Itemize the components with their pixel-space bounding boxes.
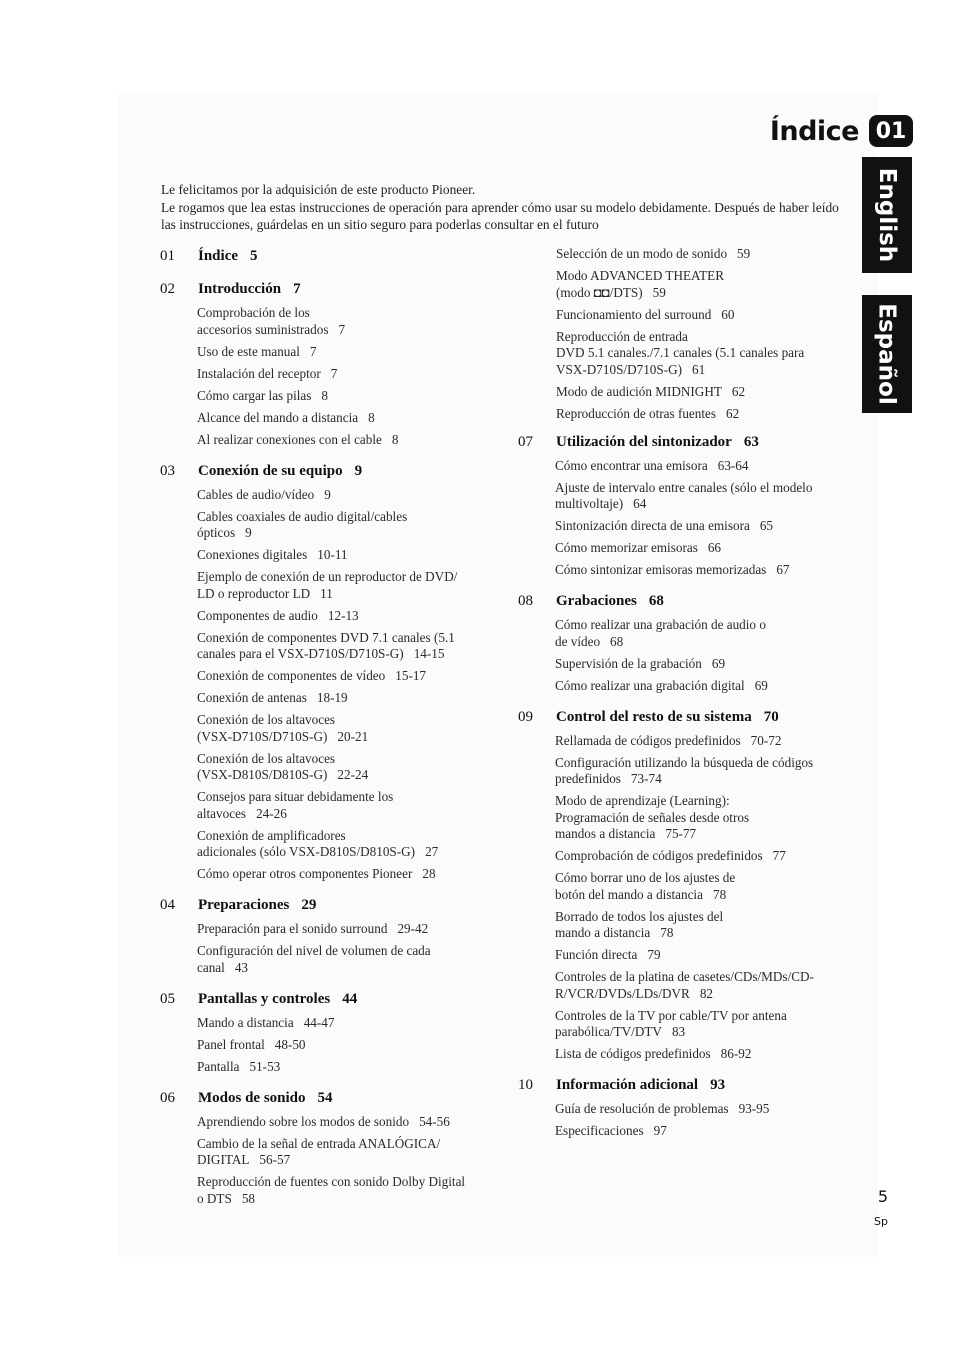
toc-entry-label: Uso de este manual (197, 343, 300, 359)
toc-entry[interactable] (556, 307, 734, 324)
toc-entry[interactable] (197, 943, 431, 976)
page-language: Sp (874, 1215, 888, 1228)
toc-entry-label: Modo de aprendizaje (Learning): Programación de señales desde otros mandos a distancia (555, 793, 750, 841)
toc-entry-label: Funcionamiento del surround (556, 306, 712, 322)
toc-entry-label: Conexión de componentes DVD 7.1 canales (5.1 canales para el VSX-D710S/D710S-G) (197, 629, 455, 661)
toc-entry-label: Especificaciones (555, 1123, 644, 1138)
section-title (556, 434, 759, 451)
toc-entry-page: 78 (712, 886, 727, 902)
toc-entry-label: Cómo encontrar una emisora (555, 457, 708, 473)
toc-entry-page: 8 (391, 431, 399, 447)
toc-entry-label: Consejos para situar debidamente los altavoces (197, 789, 394, 821)
toc-entry[interactable] (555, 562, 790, 579)
toc-entry-page: 59 (652, 284, 666, 300)
toc-entry-page: 82 (699, 985, 714, 1001)
toc-entry[interactable] (555, 1101, 769, 1118)
toc-entry-page: 61 (692, 361, 706, 377)
toc-entry[interactable] (197, 1174, 465, 1207)
section-number: 03 (160, 462, 175, 479)
toc-entry-label: Cómo borrar uno de los ajustes de botón del mando a distancia (555, 870, 736, 902)
section-title-page: 44 (342, 990, 358, 1007)
tab-espanol[interactable] (862, 295, 912, 413)
toc-entry[interactable] (555, 617, 766, 650)
toc-entry[interactable] (555, 733, 781, 750)
toc-entry[interactable] (555, 1046, 751, 1063)
section-title (556, 1077, 725, 1094)
toc-entry-page: 67 (776, 562, 790, 577)
toc-entry-page: 28 (422, 866, 436, 881)
toc-entry-page: 63-64 (717, 457, 749, 473)
toc-entry[interactable] (555, 458, 749, 475)
section-title-text: Grabaciones (556, 593, 637, 609)
section-title-text: Índice (198, 248, 239, 264)
toc-entry[interactable] (197, 432, 399, 449)
toc-entry-page: 8 (368, 409, 375, 425)
section-number: 07 (518, 433, 533, 450)
toc-entry-label: Preparación para el sonido surround (197, 921, 388, 936)
toc-entry[interactable] (197, 630, 455, 663)
toc-entry[interactable] (197, 487, 331, 504)
toc-entry-label: Comprobación de códigos predefinidos (555, 848, 763, 863)
toc-entry-page: 66 (707, 540, 722, 555)
toc-entry-page: 78 (660, 925, 674, 940)
toc-entry[interactable] (197, 1037, 306, 1054)
toc-entry-page: 70-72 (750, 732, 782, 748)
toc-entry-page: 60 (721, 306, 735, 322)
toc-entry-label: Cómo realizar una grabación digital (555, 677, 745, 693)
toc-entry-page: 93-95 (738, 1101, 770, 1116)
section-title (198, 897, 316, 914)
toc-entry-page: 69 (754, 677, 768, 693)
toc-entry-label: Alcance del mando a distancia (197, 409, 359, 425)
toc-entry-page: 29-42 (397, 921, 429, 936)
toc-entry[interactable] (197, 751, 368, 784)
toc-entry-page: 79 (647, 947, 661, 962)
toc-entry-page: 7 (309, 343, 317, 359)
toc-entry-page: 18-19 (316, 690, 348, 705)
toc-entry-label: Configuración utilizando la búsqueda de códigos predefinidos (555, 754, 814, 786)
toc-entry[interactable] (555, 870, 735, 903)
toc-entry-page: 7 (330, 365, 338, 381)
intro-line-1: Le felicitamos por la adquisición de este producto Pioneer. (161, 182, 476, 197)
toc-entry-label: Cómo operar otros componentes Pioneer (197, 866, 413, 881)
toc-entry-label: Cómo realizar una grabación de audio o de vídeo (555, 617, 766, 649)
toc-entry-page: 20-21 (337, 728, 369, 744)
toc-entry[interactable] (197, 1114, 450, 1131)
toc-entry-label: Conexiones digitales (197, 547, 308, 562)
page-header (770, 114, 913, 148)
toc-entry-label: Pantalla (197, 1058, 240, 1074)
toc-entry-label: Cómo cargar las pilas (197, 387, 312, 403)
section-number: 09 (518, 708, 533, 725)
toc-entry-page: 27 (425, 844, 439, 859)
toc-entry[interactable] (197, 866, 436, 883)
toc-entry[interactable] (197, 921, 428, 938)
toc-entry[interactable] (197, 608, 359, 625)
toc-entry-page: 86-92 (720, 1046, 752, 1061)
toc-entry-page: 7 (338, 321, 346, 337)
toc-entry-label: Comprobación de los accesorios suministrados (197, 305, 329, 337)
section-title-text: Modos de sonido (198, 1089, 306, 1106)
toc-entry[interactable] (197, 388, 328, 405)
toc-entry-page: 75-77 (665, 826, 697, 841)
toc-entry[interactable] (555, 909, 723, 942)
section-title (198, 1090, 333, 1107)
toc-entry-page: 9 (324, 486, 331, 502)
toc-entry-page: 12-13 (327, 607, 359, 623)
toc-entry-label: Mando a distancia (197, 1014, 294, 1030)
toc-entry-label: Panel frontal (197, 1036, 265, 1052)
toc-entry[interactable] (556, 384, 745, 401)
tab-espanol-label: Español (874, 303, 901, 405)
section-title-page: 70 (763, 708, 779, 725)
section-title-page: 54 (317, 1089, 333, 1106)
toc-entry-page: 44-47 (303, 1014, 335, 1030)
toc-entry-page: 10-11 (317, 547, 348, 562)
toc-entry-page: 11 (320, 585, 333, 601)
toc-entry[interactable] (556, 406, 739, 423)
toc-entry-page: 68 (610, 633, 624, 649)
toc-entry-label: Componentes de audio (197, 607, 318, 623)
toc-entry-label: Conexión de los altavoces (VSX-D810S/D810S-G) (197, 750, 336, 782)
toc-entry-page: 97 (653, 1123, 667, 1138)
section-title-page: 63 (743, 433, 759, 450)
toc-entry-label: Cambio de la señal de entrada ANALÓGICA/ DIGITAL (197, 1135, 441, 1167)
toc-entry-label: Aprendiendo sobre los modos de sonido (197, 1113, 410, 1129)
toc-entry[interactable] (555, 656, 725, 673)
toc-entry-page: 59 (737, 246, 751, 261)
toc-entry[interactable] (197, 344, 317, 361)
section-title (198, 248, 258, 265)
toc-entry-label: Controles de la platina de casetes/CDs/MDs/CD- R/VCR/DVDs/LDs/DVR (555, 969, 814, 1001)
toc-entry[interactable] (197, 1136, 440, 1169)
toc-entry[interactable] (197, 410, 375, 427)
toc-entry-page: 48-50 (274, 1036, 306, 1052)
section-title-page: 9 (354, 462, 363, 479)
toc-entry-page: 62 (731, 383, 746, 399)
toc-entry[interactable] (197, 789, 393, 822)
toc-entry-label: Controles de la TV por cable/TV por antena parabólica/TV/DTV (555, 1007, 787, 1039)
toc-entry[interactable] (555, 969, 814, 1002)
toc-entry[interactable] (197, 366, 337, 383)
toc-entry[interactable] (197, 690, 348, 707)
section-title-page: 7 (293, 281, 301, 297)
toc-entry-label: Selección de un modo de sonido (556, 246, 728, 261)
section-title (556, 709, 779, 726)
toc-entry-page: 51-53 (249, 1058, 281, 1074)
toc-entry-page: 8 (321, 387, 328, 403)
toc-entry-label: Instalación del receptor (197, 365, 321, 381)
toc-entry[interactable] (555, 848, 786, 865)
toc-entry-page: 54-56 (419, 1113, 450, 1129)
toc-entry[interactable] (197, 569, 457, 602)
section-title-page: 93 (710, 1077, 726, 1093)
section-title-page: 5 (250, 248, 258, 264)
toc-entry[interactable] (555, 1008, 787, 1041)
toc-entry[interactable] (555, 947, 661, 964)
toc-entry-page: 62 (726, 405, 740, 421)
toc-entry[interactable] (555, 518, 773, 535)
section-title-text: Introducción (198, 281, 282, 297)
section-number: 10 (518, 1077, 533, 1093)
toc-entry[interactable] (197, 1059, 280, 1076)
chapter-badge: 01 (869, 115, 913, 147)
toc-entry[interactable] (197, 668, 426, 685)
toc-entry-label: Al realizar conexiones con el cable (197, 431, 382, 447)
toc-entry-label: Ejemplo de conexión de un reproductor de DVD/ LD o reproductor LD (197, 569, 458, 601)
toc-entry-page: 64 (633, 496, 647, 511)
toc-entry-label: Reproducción de fuentes con sonido Dolby Digital o DTS (197, 1174, 466, 1206)
toc-entry-label: Sintonización directa de una emisora (555, 518, 750, 533)
section-title-text: Pantallas y controles (198, 990, 331, 1007)
toc-entry-label: Cables de audio/vídeo (197, 486, 315, 502)
toc-entry-page: 56-57 (259, 1152, 291, 1167)
toc-entry[interactable] (556, 329, 804, 379)
toc-entry[interactable] (555, 540, 721, 557)
toc-entry-page: 83 (671, 1024, 686, 1039)
toc-entry[interactable] (197, 828, 438, 861)
toc-entry-page: 15-17 (395, 668, 427, 683)
section-title (556, 593, 664, 610)
toc-entry[interactable] (555, 1123, 667, 1140)
toc-entry[interactable] (197, 1015, 334, 1032)
toc-entry-page: 73-74 (630, 771, 662, 786)
toc-entry-label: Función directa (555, 947, 638, 962)
intro-line-2: Le rogamos que lea estas instrucciones de operación para aprender cómo usar su modelo debidamente. Después de haber leído las instrucciones, guárdelas en un sitio seguro para poderlas consultar en el futuro (161, 199, 839, 232)
toc-entry-label: Modo de audición MIDNIGHT (556, 383, 722, 399)
page-title: Índice (769, 115, 859, 147)
section-title-text: Conexión de su equipo (198, 462, 343, 479)
section-title-text: Control del resto de su sistema (556, 708, 752, 725)
toc-entry-label: Reproducción de entrada DVD 5.1 canales./7.1 canales (5.1 canales para VSX-D710S/D710S-G) (556, 328, 805, 377)
toc-entry-label: Configuración del nivel de volumen de cada canal (197, 943, 431, 975)
toc-entry-page: 65 (759, 518, 773, 533)
toc-entry-page: 43 (234, 959, 249, 975)
toc-entry-label: Reproducción de otras fuentes (556, 405, 717, 421)
section-title (198, 991, 357, 1008)
toc-entry-label: Borrado de todos los ajustes del mando a distancia (555, 908, 724, 940)
section-title-text: Preparaciones (198, 897, 290, 913)
toc-entry-label: Rellamada de códigos predefinidos (555, 732, 741, 748)
toc-entry-label: Conexión de antenas (197, 690, 307, 705)
toc-entry-label: Supervisión de la grabación (555, 655, 702, 671)
intro-text (161, 181, 841, 234)
toc-entry-label: Conexión de componentes de vídeo (197, 668, 386, 683)
page-number: 5 (877, 1187, 888, 1206)
section-number: 02 (160, 281, 175, 297)
toc-entry-page: 14-15 (413, 646, 445, 661)
section-title (198, 463, 362, 480)
toc-entry-label: Ajuste de intervalo entre canales (sólo el modelo multivoltaje) (555, 479, 813, 511)
section-number: 08 (518, 593, 533, 609)
toc-entry-label: Cómo memorizar emisoras (555, 540, 698, 555)
toc-entry[interactable] (555, 793, 749, 843)
toc-entry-label: Lista de códigos predefinidos (555, 1046, 711, 1061)
toc-entry-page: 22-24 (337, 767, 369, 782)
section-title-page: 29 (301, 897, 317, 913)
toc-entry[interactable] (197, 305, 345, 338)
section-number: 05 (160, 990, 175, 1007)
section-title-text: Información adicional (556, 1077, 699, 1093)
toc-entry-label: Conexión de los altavoces (VSX-D710S/D710S-G) (197, 712, 336, 744)
toc-entry[interactable] (556, 246, 750, 263)
toc-entry-page: 69 (711, 655, 726, 671)
toc-entry[interactable] (197, 547, 348, 564)
toc-entry-page: 58 (241, 1190, 255, 1206)
toc-entry[interactable] (555, 480, 812, 513)
toc-entry-page: 9 (245, 525, 252, 540)
toc-entry[interactable] (556, 268, 724, 301)
section-title-page: 68 (648, 593, 664, 609)
toc-entry-page: 24-26 (256, 805, 287, 821)
toc-entry-label: Conexión de amplificadores adicionales (sólo VSX-D810S/D810S-G) (197, 827, 416, 859)
toc-entry-label: Cables coaxiales de audio digital/cables ópticos (197, 508, 408, 540)
toc-entry[interactable] (197, 712, 368, 745)
toc-entry-label: Cómo sintonizar emisoras memorizadas (555, 562, 767, 577)
section-number: 01 (160, 248, 175, 264)
section-number: 04 (160, 897, 175, 913)
toc-entry[interactable] (197, 509, 407, 542)
tab-english[interactable] (862, 157, 912, 273)
section-title-text: Utilización del sintonizador (556, 433, 732, 450)
tab-english-label: English (874, 167, 901, 263)
toc-entry[interactable] (555, 678, 768, 695)
toc-entry-label: Modo ADVANCED THEATER (modo ◘◘/DTS) (556, 268, 725, 300)
toc-entry-page: 77 (772, 848, 786, 863)
section-number: 06 (160, 1089, 175, 1106)
section-title (198, 281, 301, 298)
toc-entry-label: Guía de resolución de problemas (555, 1101, 729, 1116)
toc-entry[interactable] (555, 755, 813, 788)
